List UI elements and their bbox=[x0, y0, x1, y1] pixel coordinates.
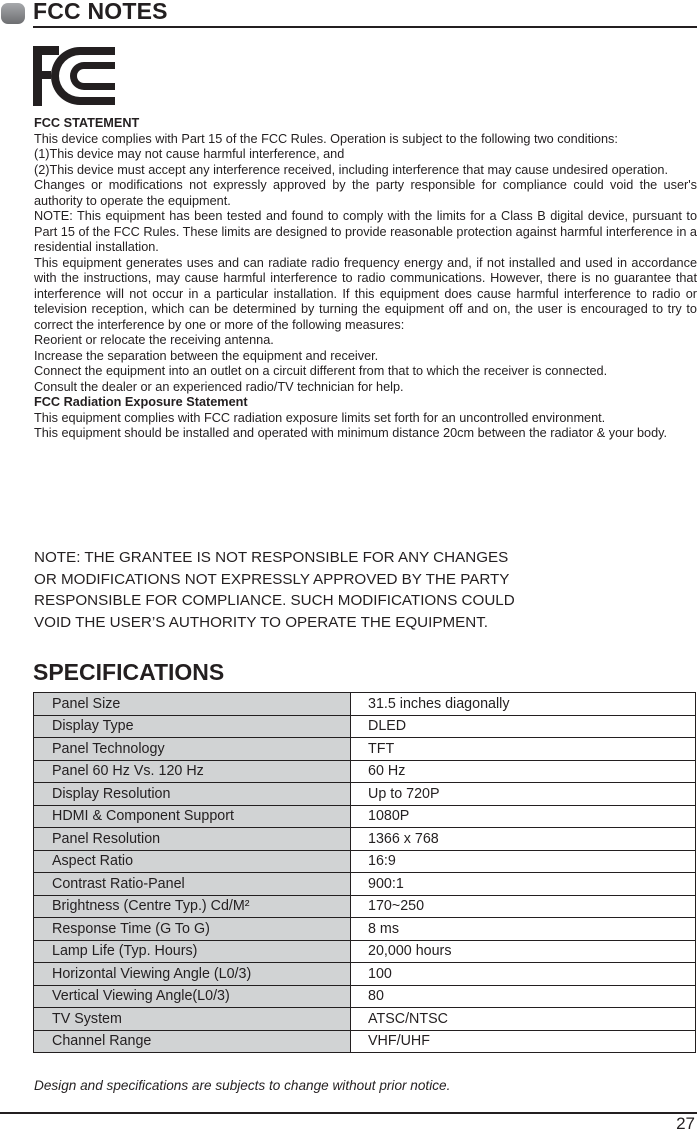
spec-label: HDMI & Component Support bbox=[34, 805, 351, 828]
spec-value: 80 bbox=[351, 985, 696, 1008]
spec-label: Display Resolution bbox=[34, 783, 351, 806]
spec-value: ATSC/NTSC bbox=[351, 1008, 696, 1031]
specifications-title: SPECIFICATIONS bbox=[33, 659, 225, 685]
spec-value: 1366 x 768 bbox=[351, 828, 696, 851]
fcc-logo-top-bar bbox=[33, 46, 59, 55]
table-row bbox=[34, 1008, 696, 1031]
fcc-radiation-heading: FCC Radiation Exposure Statement bbox=[34, 395, 248, 409]
grantee-note bbox=[34, 547, 594, 633]
spec-label: Lamp Life (Typ. Hours) bbox=[34, 940, 351, 963]
table-row bbox=[34, 1030, 696, 1053]
table-row bbox=[34, 918, 696, 941]
footnote: Design and specifications are subjects to change without prior notice. bbox=[34, 1078, 451, 1093]
fcc-statement-heading: FCC STATEMENT bbox=[34, 116, 140, 130]
spec-value: 20,000 hours bbox=[351, 940, 696, 963]
page-header bbox=[0, 0, 697, 28]
fcc-logo bbox=[33, 46, 115, 106]
table-row bbox=[34, 805, 696, 828]
spec-value: DLED bbox=[351, 715, 696, 738]
fcc-radiation-paragraph: This equipment complies with FCC radiation exposure limits set forth for an uncontrolled environment. bbox=[34, 410, 606, 425]
table-row bbox=[34, 760, 696, 783]
table-row bbox=[34, 715, 696, 738]
spec-label: Channel Range bbox=[34, 1030, 351, 1053]
specifications-table bbox=[33, 692, 696, 1053]
spec-value: Up to 720P bbox=[351, 783, 696, 806]
spec-value: VHF/UHF bbox=[351, 1030, 696, 1053]
page-title: FCC NOTES bbox=[33, 0, 168, 24]
spec-value: 100 bbox=[351, 963, 696, 986]
fcc-measure: Connect the equipment into an outlet on a circuit different from that to which the receiver is connected. bbox=[34, 364, 608, 378]
fcc-note-paragraph: NOTE: This equipment has been tested and found to comply with the limits for a Class B digital device, pursuant to Part 15 of the FCC Rules. These limits are designed to provide reasonable protection against harmful interference in a residential installation. bbox=[34, 209, 697, 254]
fcc-paragraph: Changes or modifications not expressly approved by the party responsible for compliance could void the user's authority to operate the equipment. bbox=[34, 178, 697, 208]
fcc-paragraph: This device complies with Part 15 of the FCC Rules. Operation is subject to the following two conditions: bbox=[34, 131, 618, 146]
spec-label: Response Time (G To G) bbox=[34, 918, 351, 941]
grantee-note-line: OR MODIFICATIONS NOT EXPRESSLY APPROVED BY THE PARTY bbox=[34, 570, 510, 588]
fcc-statement-section bbox=[34, 116, 697, 442]
table-row bbox=[34, 985, 696, 1008]
fcc-measure: Reorient or relocate the receiving antenna. bbox=[34, 333, 274, 347]
fcc-paragraph: This equipment generates uses and can radiate radio frequency energy and, if not installed and used in accordance with the instructions, may cause harmful interference to radio communications. However, there is no guarantee that interference will not occur in a particular installation. If this equipment does cause harmful interference to radio or television reception, which can be determined by turning the equipment off and on, the user is encouraged to try to correct the interference by one or more of the following measures: bbox=[34, 255, 697, 332]
header-tab-marker bbox=[1, 3, 25, 24]
spec-label: Horizontal Viewing Angle (L0/3) bbox=[34, 963, 351, 986]
spec-value: 170~250 bbox=[351, 895, 696, 918]
grantee-note-line: NOTE: THE GRANTEE IS NOT RESPONSIBLE FOR ANY CHANGES bbox=[34, 549, 509, 566]
table-row bbox=[34, 873, 696, 896]
spec-label: Panel Technology bbox=[34, 738, 351, 761]
table-row bbox=[34, 895, 696, 918]
spec-value: TFT bbox=[351, 738, 696, 761]
spec-value: 8 ms bbox=[351, 918, 696, 941]
spec-value: 16:9 bbox=[351, 850, 696, 873]
fcc-radiation-paragraph: This equipment should be installed and operated with minimum distance 20cm between the radiator & your body. bbox=[34, 426, 668, 440]
fcc-logo-inner-c bbox=[70, 62, 115, 90]
spec-label: Panel Resolution bbox=[34, 828, 351, 851]
spec-label: Vertical Viewing Angle(L0/3) bbox=[34, 985, 351, 1008]
table-row bbox=[34, 828, 696, 851]
spec-value: 31.5 inches diagonally bbox=[351, 693, 696, 716]
fcc-measure: Increase the separation between the equipment and receiver. bbox=[34, 348, 379, 363]
spec-value: 60 Hz bbox=[351, 760, 696, 783]
table-row bbox=[34, 963, 696, 986]
footer-divider bbox=[0, 1112, 697, 1114]
grantee-note-line: VOID THE USER’S AUTHORITY TO OPERATE THE EQUIPMENT. bbox=[34, 613, 489, 631]
spec-label: Contrast Ratio-Panel bbox=[34, 873, 351, 896]
spec-label: Panel Size bbox=[34, 693, 351, 716]
spec-value: 1080P bbox=[351, 805, 696, 828]
spec-label: Brightness (Centre Typ.) Cd/M² bbox=[34, 895, 351, 918]
table-row bbox=[34, 850, 696, 873]
grantee-note-line: RESPONSIBLE FOR COMPLIANCE. SUCH MODIFICATIONS COULD bbox=[34, 592, 515, 609]
spec-label: TV System bbox=[34, 1008, 351, 1031]
table-row bbox=[34, 783, 696, 806]
table-row bbox=[34, 738, 696, 761]
spec-label: Panel 60 Hz Vs. 120 Hz bbox=[34, 760, 351, 783]
fcc-condition-2: (2)This device must accept any interference received, including interference that may cause undesired operation. bbox=[34, 162, 669, 177]
fcc-condition-1: (1)This device may not cause harmful interference, and bbox=[34, 147, 345, 161]
fcc-logo-mid-bar bbox=[33, 71, 51, 79]
spec-label: Aspect Ratio bbox=[34, 850, 351, 873]
fcc-logo-outer-c bbox=[51, 47, 115, 105]
fcc-measure: Consult the dealer or an experienced radio/TV technician for help. bbox=[34, 379, 404, 394]
spec-value: 900:1 bbox=[351, 873, 696, 896]
page-number: 27 bbox=[676, 1114, 695, 1133]
table-row bbox=[34, 693, 696, 716]
spec-label: Display Type bbox=[34, 715, 351, 738]
table-row bbox=[34, 940, 696, 963]
header-divider bbox=[33, 26, 697, 28]
